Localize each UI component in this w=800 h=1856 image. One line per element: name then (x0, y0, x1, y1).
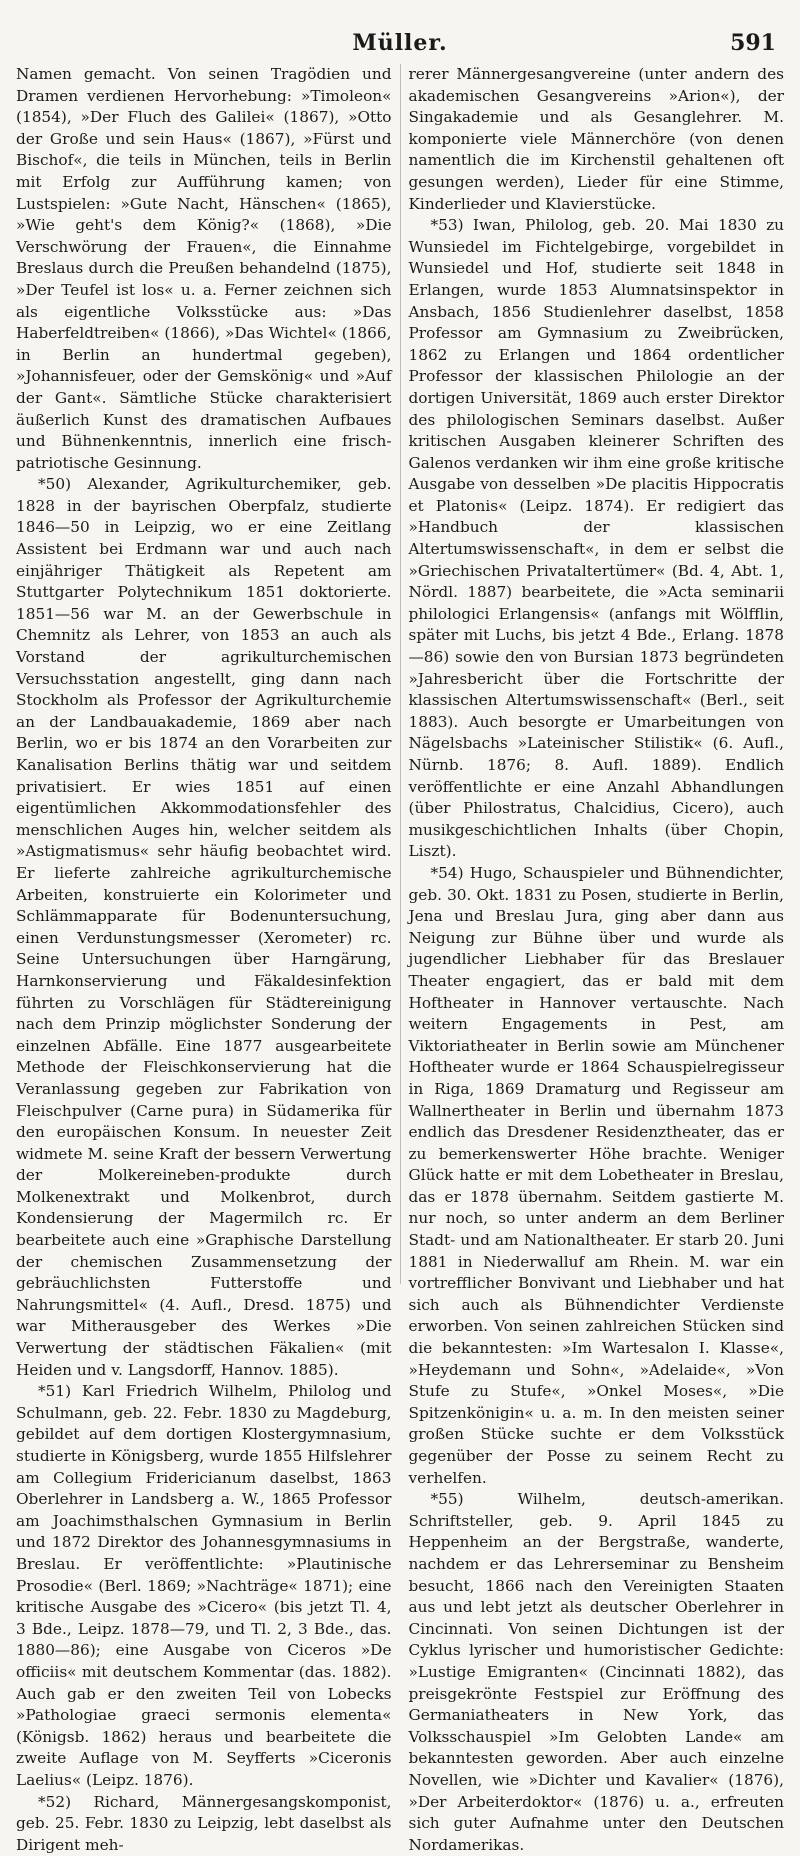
paragraph: Namen gemacht. Von seinen Tragödien und Dramen verdienen Hervorhebung: »Timoleon« (1854), »Der Fluch des Galilei« (1867), »Otto der Große und sein Haus« (1867), »Fürst und Bischof«, die teils in München, teils in Berlin mit Erfolg zur Aufführung kamen; von Lustspielen: »Gute Nacht, Hänschen« (1865), »Wie geht's dem König?« (1868), »Die Verschwörung der Frauen«, die Einnahme Breslaus durch die Preußen behandelnd (1875), »Der Teufel ist los« u. a. Ferner zeichnen sich als eigentliche Volksstücke aus: »Das Haberfeldtreiben« (1866), »Das Wichtel« (1866, in Berlin an hundertmal gegeben), »Johannisfeuer, oder der Gemskönig« und »Auf der Gant«. Sämtliche Stücke charakterisiert äußerlich Kunst des dramatischen Aufbaues und Bühnenkenntnis, innerlich eine frisch-patriotische Gesinnung. (16, 64, 392, 474)
entry-54-hugo: *54) Hugo, Schauspieler und Bühnendichter, geb. 30. Okt. 1831 zu Posen, studierte in Berlin, Jena und Breslau Jura, ging aber dann aus Neigung zur Bühne über und wurde als jugendlicher Liebhaber für das Breslauer Theater engagiert, das er bald mit dem Hoftheater in Hannover vertauschte. Nach weitern Engagements in Pest, am Viktoriatheater in Berlin sowie am Münchener Hoftheater wurde er 1864 Schauspielregisseur in Riga, 1869 Dramaturg und Regisseur am Wallnertheater in Berlin und übernahm 1873 endlich das Dresdener Residenztheater, das er zu bemerkenswerter Höhe brachte. Weniger Glück hatte er mit dem Lobetheater in Breslau, das er 1878 übernahm. Seitdem gastierte M. nur noch, so unter anderm an dem Berliner Stadt- und am Nationaltheater. Er starb 20. Juni 1881 in Niederwalluf am Rhein. M. war ein vortrefflicher Bonvivant und Liebhaber und hat sich auch als Bühnendichter Verdienste erworben. Von seinen zahlreichen Stücken sind die bekanntesten: »Im Wartesalon I. Klasse«, »Heydemann und Sohn«, »Adelaide«, »Von Stufe zu Stufe«, »Onkel Moses«, »Die Spitzenkönigin« u. a. m. In den meisten seiner großen Stücke suchte er dem Volksstück gegenüber der Posse zu seinem Recht zu verhelfen. (409, 863, 785, 1489)
entry-50-alexander: *50) Alexander, Agrikulturchemiker, geb. 1828 in der bayrischen Oberpfalz, studierte 1846—50 in Leipzig, wo er eine Zeitlang Assistent bei Erdmann war und auch nach einjähriger Thätigkeit als Repetent am Stuttgarter Polytechnikum 1851 doktorierte. 1851—56 war M. an der Gewerbschule in Chemnitz als Lehrer, von 1853 an auch als Vorstand der agrikulturchemischen Versuchsstation angestellt, ging dann nach Stockholm als Professor der Agrikulturchemie an der Landbauakademie, 1869 aber nach Berlin, wo er bis 1874 an den Vorarbeiten zur Kanalisation Berlins thätig war und seitdem privatisiert. Er wies 1851 auf einen eigentümlichen Akkommodationsfehler des menschlichen Auges hin, welcher seitdem als »Astigmatismus« sehr häufig beobachtet wird. Er lieferte zahlreiche agrikulturchemische Arbeiten, konstruierte ein Kolorimeter und Schlämmapparate für Bodenuntersuchung, einen Verdunstungsmesser (Xerometer) rc. Seine Untersuchungen über Harngärung, Harnkonservierung und Fäkaldesinfektion führten zu Vorschlägen für Städtereinigung nach dem Prinzip möglichster Sonderung der einzelnen Abfälle. Eine 1877 ausgearbeitete Methode der Fleischkonservierung hat die Veranlassung gegeben zur Fabrikation von Fleischpulver (Carne pura) in Südamerika für den europäischen Konsum. In neuester Zeit widmete M. seine Kraft der bessern Verwertung der Molkereineben-produkte durch Molkenextrakt und Molkenbrot, durch Kondensierung der Magermilch rc. Er bearbeitete auch eine »Graphische Darstellung der chemischen Zusammensetzung der gebräuchlichsten Futterstoffe und Nahrungsmittel« (4. Aufl., Dresd. 1875) und war Mitherausgeber des Werkes »Die Verwertung der städtischen Fäkalien« (mit Heiden und v. Langsdorff, Hannov. 1885). (16, 474, 392, 1381)
entry-51-karl-friedrich-wilhelm: *51) Karl Friedrich Wilhelm, Philolog und Schulmann, geb. 22. Febr. 1830 zu Magdeburg, gebildet auf dem dortigen Klostergymnasium, studierte in Königsberg, wurde 1855 Hilfslehrer am Collegium Fridericianum daselbst, 1863 Oberlehrer in Landsberg a. W., 1865 Professor am Joachimsthalschen Gymnasium in Berlin und 1872 Direktor des Johannesgymnasiums in Breslau. Er veröffentlichte: »Plautinische Prosodie« (Berl. 1869; »Nachträge« 1871); eine kritische Ausgabe des »Cicero« (bis jetzt Tl. 4, 3 Bde., Leipz. 1878—79, und Tl. 2, 3 Bde., das. 1880—86); eine Ausgabe von Ciceros »De officiis« mit deutschem Kommentar (das. 1882). Auch gab er den zweiten Teil von Lobecks »Pathologiae graeci sermonis elementa« (Königsb. 1862) heraus und bearbeitete die zweite Auflage von M. Seyfferts »Ciceronis Laelius« (Leipz. 1876). (16, 1381, 392, 1791)
page-number: 591 (730, 30, 776, 56)
page-header (16, 30, 784, 56)
entry-52-richard: *52) Richard, Männergesangskomponist, geb. 25. Febr. 1830 zu Leipzig, lebt daselbst als Dirigent meh- (16, 1792, 392, 1856)
entry-55-wilhelm: *55) Wilhelm, deutsch-amerikan. Schriftsteller, geb. 9. April 1845 zu Heppenheim an der Bergstraße, wanderte, nachdem er das Lehrerseminar zu Bensheim besucht, 1866 nach den Vereinigten Staaten aus und lebt jetzt als deutscher Oberlehrer in Cincinnati. Von seinen Dichtungen ist der Cyklus lyrischer und humoristischer Gedichte: »Lustige Emigranten« (Cincinnati 1882), das preisgekrönte Festspiel zur Eröffnung des Germaniatheaters in New York, das Volksschauspiel »Im Gelobten Lande« am bekanntesten geworden. Aber auch einzelne Novellen, wie »Dichter und Kavalier« (1876), »Der Arbeiterdoktor« (1876) u. a., erfreuten sich guter Aufnahme unter den Deutschen Nordamerikas. (409, 1489, 785, 1856)
paragraph: rerer Männergesangvereine (unter andern des akademischen Gesangvereins »Arion«), der Singakademie und als Gesanglehrer. M. komponierte viele Männerchöre (von denen namentlich die im Kirchenstil gehaltenen oft gesungen werden), Lieder für eine Stimme, Kinderlieder und Klavierstücke. (409, 64, 785, 215)
right-column (400, 64, 785, 1284)
left-column (16, 64, 392, 1284)
entry-53-iwan: *53) Iwan, Philolog, geb. 20. Mai 1830 zu Wunsiedel im Fichtelgebirge, vorgebildet in Wunsiedel und Hof, studierte seit 1848 in Erlangen, wurde 1853 Alumnatsinspektor in Ansbach, 1856 Studienlehrer daselbst, 1858 Professor am Gymnasium zu Zweibrücken, 1862 zu Erlangen und 1864 ordentlicher Professor der klassischen Philologie an der dortigen Universität, 1869 auch erster Direktor des philologischen Seminars daselbst. Außer kritischen Ausgaben kleinerer Schriften des Galenos verdanken wir ihm eine große kritische Ausgabe von desselben »De placitis Hippocratis et Platonis« (Leipz. 1874). Er redigiert das »Handbuch der klassischen Altertumswissenschaft«, in dem er selbst die »Griechischen Privataltertümer« (Bd. 4, Abt. 1, Nördl. 1887) bearbeitete, die »Acta seminarii philologici Erlangensis« (anfangs mit Wölfflin, später mit Luchs, bis jetzt 4 Bde., Erlang. 1878—86) sowie den von Bursian 1873 begründeten »Jahresbericht über die Fortschritte der klassischen Altertumswissenschaft« (Berl., seit 1883). Auch besorgte er Umarbeitungen von Nägelsbachs »Lateinischer Stilistik« (6. Aufl., Nürnb. 1876; 8. Aufl. 1889). Endlich veröffentlichte er eine Anzahl Abhandlungen (über Philostratus, Chalcidius, Cicero), auch musikgeschichtlichen Inhalts (über Chopin, Liszt). (409, 215, 785, 863)
running-head-title: Müller. (16, 30, 784, 56)
text-columns (16, 64, 784, 1284)
